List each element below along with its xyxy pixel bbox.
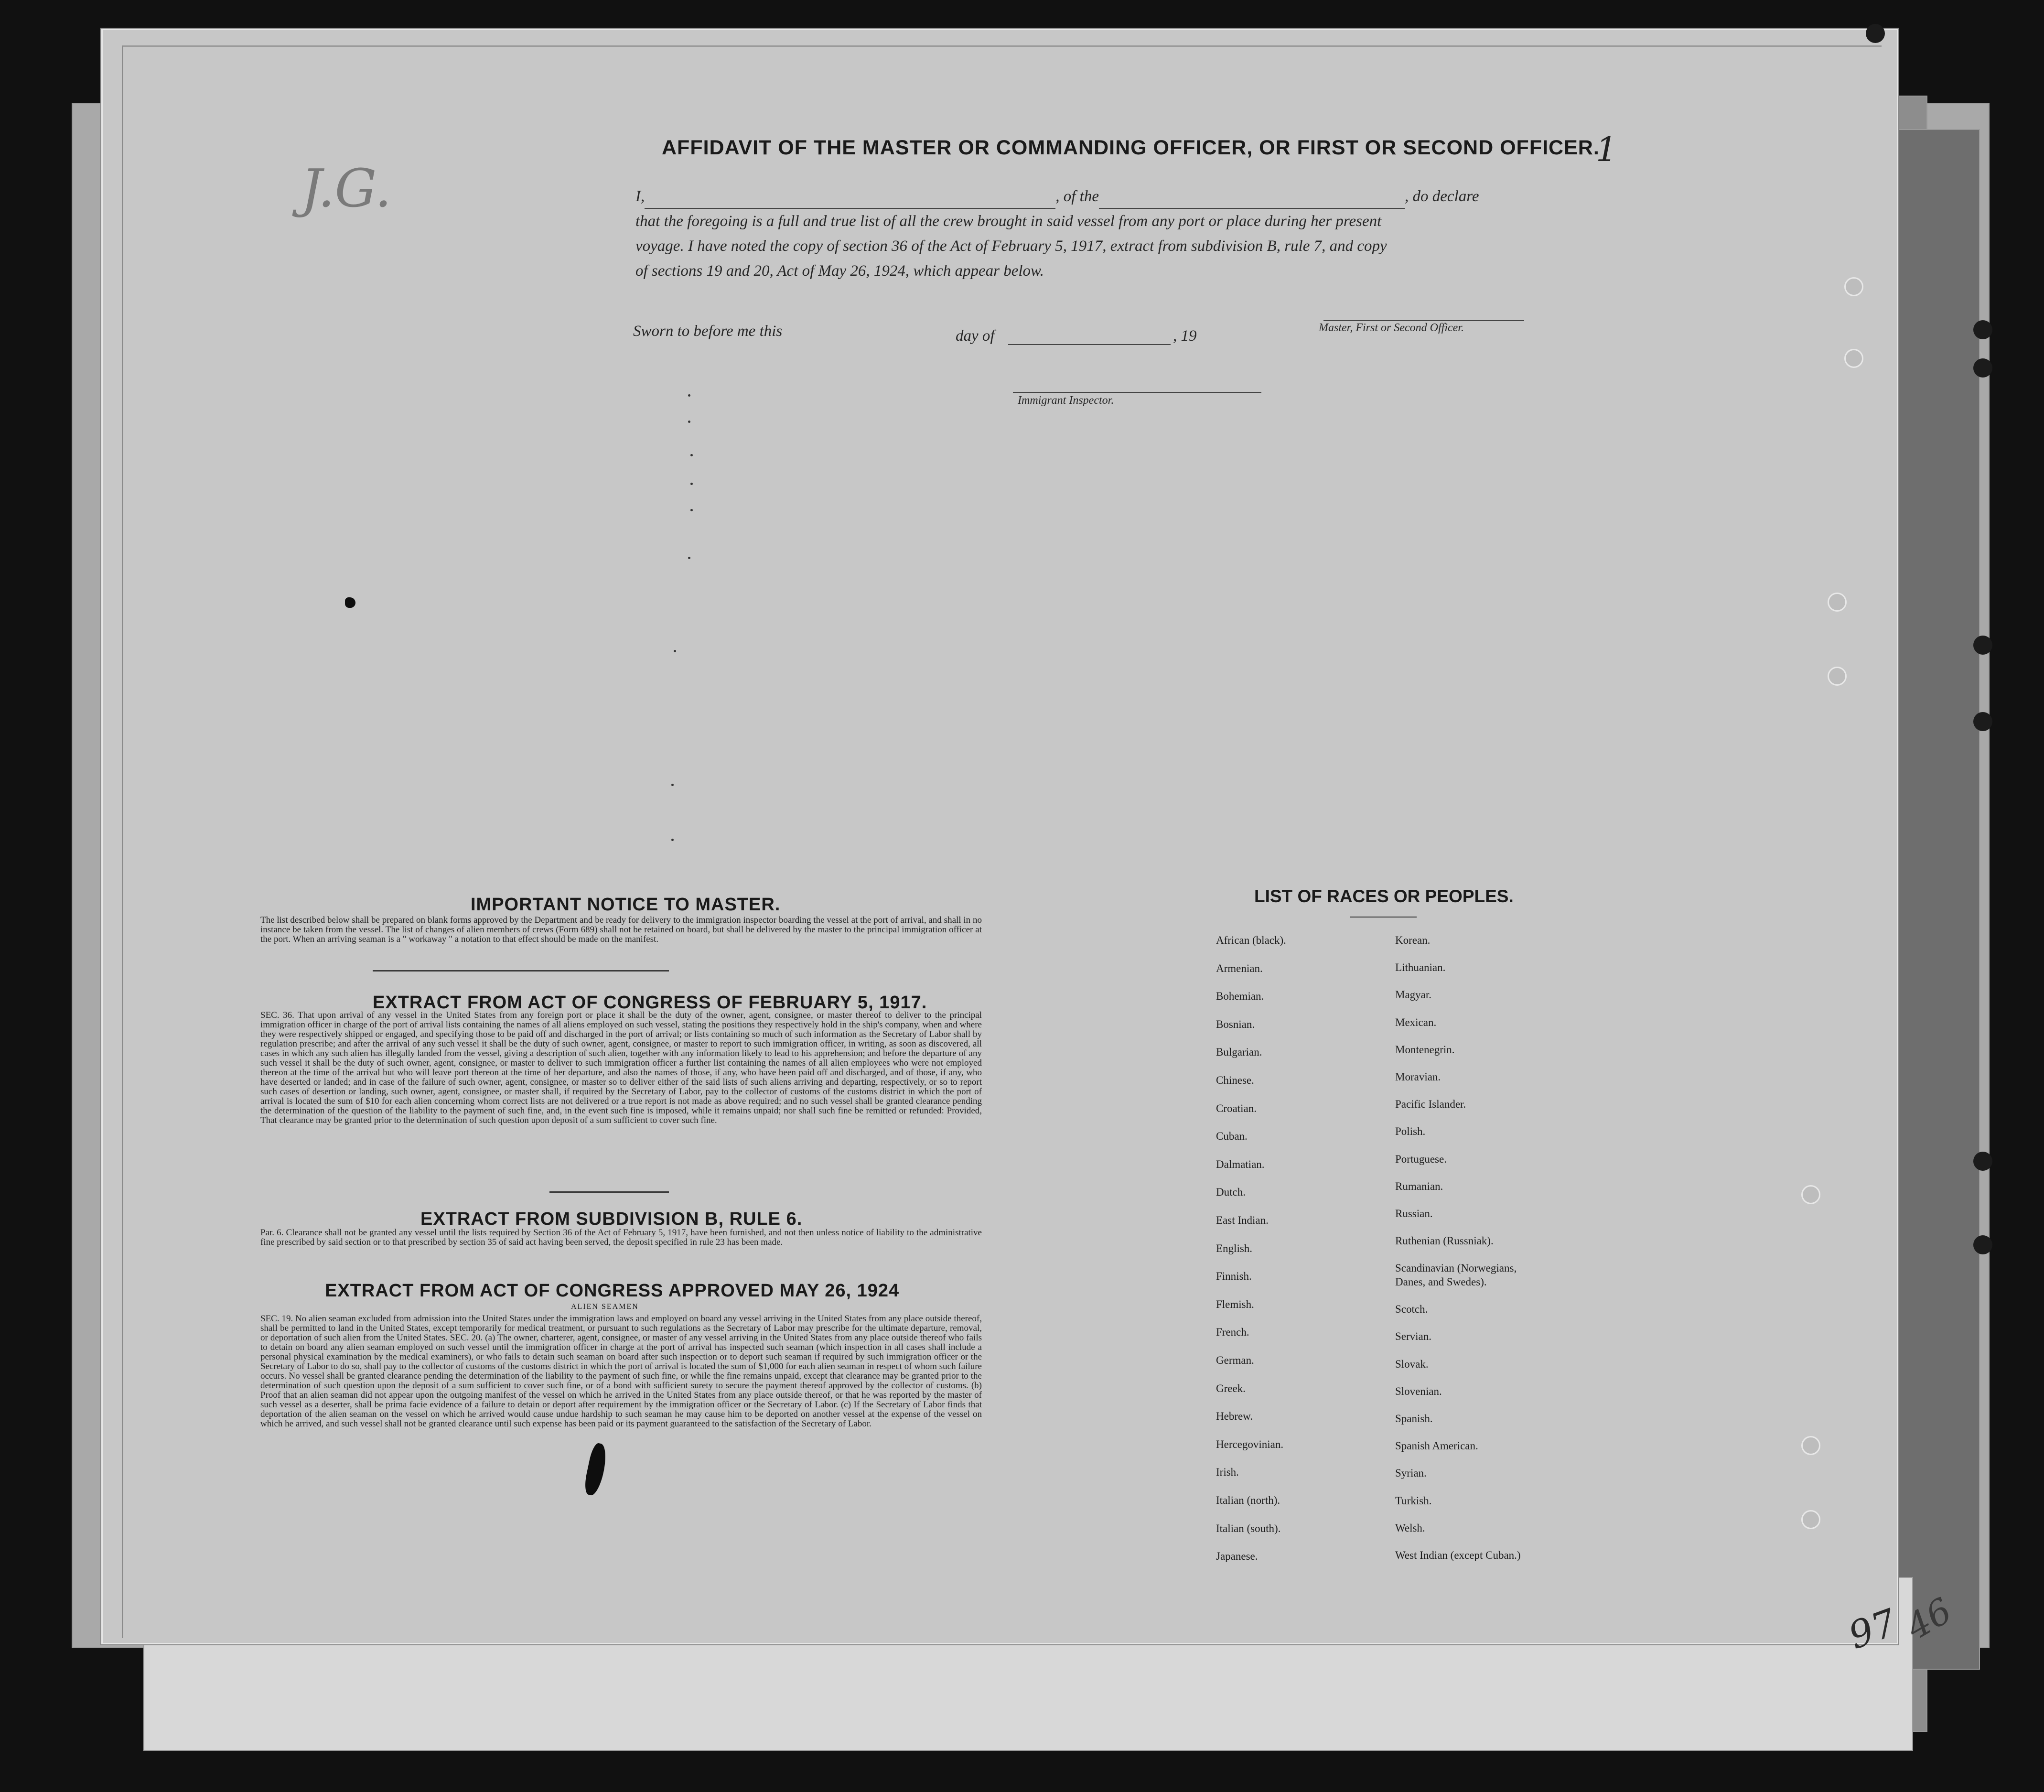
inspector-signature-label: Immigrant Inspector.	[1018, 394, 1114, 407]
master-signature-line	[1323, 306, 1524, 321]
race-item: Korean.	[1395, 934, 1431, 946]
day-of-text: day of	[956, 327, 995, 345]
handwritten-initials: J.G.	[301, 158, 392, 219]
race-item: Portuguese.	[1395, 1153, 1447, 1165]
race-item: English.	[1216, 1242, 1253, 1254]
speck	[688, 421, 690, 423]
handwritten-number: 46	[1899, 1590, 1959, 1648]
do-declare-text: , do declare	[1404, 188, 1479, 205]
punch-hole-icon	[1828, 593, 1847, 612]
notice-title: IMPORTANT NOTICE TO MASTER.	[471, 895, 781, 915]
speck	[690, 509, 693, 511]
race-item: Greek.	[1216, 1382, 1246, 1394]
punch-hole-icon	[1844, 277, 1863, 296]
declaration-line-2: that the foregoing is a full and true list of all the crew brought in said vessel from any port or place during her present	[635, 213, 1382, 230]
race-item: Chinese.	[1216, 1074, 1254, 1086]
sworn-text: Sworn to before me this	[633, 323, 783, 340]
race-item: Rumanian.	[1395, 1180, 1443, 1192]
binder-hole-icon	[1866, 24, 1885, 43]
punch-hole-icon	[1801, 1185, 1820, 1204]
speck	[671, 839, 674, 841]
handwritten-corner-mark: 1	[1596, 130, 1617, 169]
race-item: Japanese.	[1216, 1550, 1258, 1563]
master-signature-label: Master, First or Second Officer.	[1319, 322, 1464, 334]
race-item: Croatian.	[1216, 1102, 1257, 1114]
race-item: Bohemian.	[1216, 990, 1264, 1003]
punch-hole-icon	[1828, 667, 1847, 686]
speck	[690, 483, 693, 485]
race-item: Scotch.	[1395, 1303, 1428, 1316]
notice-body: The list described below shall be prepared on blank forms approved by the Department and be ready for delivery to the immigration inspector boarding the vessel at the port of arrival, and shall in no instance be taken from the vessel. The list of changes of alien members of crews (Form 689) shall not be retained on board, but shall be delivered by the master to the principal immigration officer at the port. When an arriving seaman is a " workaway " a notation to that effect should be made on the manifest.	[260, 915, 982, 944]
race-item: Welsh.	[1395, 1522, 1425, 1534]
binder-hole-icon	[1973, 636, 1992, 655]
affidavit-title: AFFIDAVIT OF THE MASTER OR COMMANDING OFFICER, OR FIRST OR SECOND OFFICER.	[662, 136, 1600, 159]
race-item: Italian (south).	[1216, 1522, 1281, 1534]
declaration-line-3: voyage. I have noted the copy of section 36 of the Act of February 5, 1917, extract from subdivision B, rule 7, and copy	[635, 237, 1387, 255]
race-item: Armenian.	[1216, 962, 1263, 974]
race-item: Syrian.	[1395, 1467, 1427, 1479]
race-item: Russian.	[1395, 1208, 1433, 1220]
declaration-line-1	[635, 184, 1479, 209]
race-item: Servian.	[1395, 1330, 1432, 1343]
race-item: German.	[1216, 1354, 1254, 1366]
race-item: Flemish.	[1216, 1298, 1254, 1310]
race-item: Irish.	[1216, 1466, 1239, 1479]
extract-1924-body: SEC. 19. No alien seaman excluded from admission into the United States under the immigration laws and employed on board any vessel arriving in the United States from any place outside thereof, shall be permitted to land in the United States, except temporarily for medical treatment, or pursuant to such regulations as the Secretary of Labor may prescribe for the ultimate departure, removal, or deportation of such alien from the United States. SEC. 20. (a) The owner, charterer, agent, consignee, or master of any vessel arriving in the United States from any place outside thereof who fails to detain on board any alien seaman employed on such vessel until the immigration officer in charge at the port of arrival has inspected such seaman (which inspection in all cases shall include a personal physical examination by the medical examiners), or who fails to detain such seaman on board after such inspection or to deport such seaman if required by such immigration officer or the Secretary of Labor to do so, shall pay to the collector of customs of the customs district in which the port of arrival is located the sum of $1,000 for each alien seaman in respect of whom such failure occurs. No vessel shall be granted clearance pending the determination of the liability to the payment of such fine, or while the fine remains unpaid, except that clearance may be granted prior to the determination of such question upon the deposit of a sum sufficient to cover such fine, or of a bond with sufficient surety to secure the payment thereof approved by the collector of customs. (b) Proof that an alien seaman did not appear upon the outgoing manifest of the vessel on which he arrived in the United States from any place outside thereof, or that he was reported by the master of such vessel as a deserter, shall be prima facie evidence of a failure to detain or deport after requirement by the immigration officer or the Secretary of Labor. (c) If the Secretary of Labor finds that deportation of the alien seaman on the vessel on which he arrived would cause undue hardship to such seaman he may cause him to be deported on another vessel at the expense of the vessel on which he arrived, and such vessel shall not be granted clearance until such expense has been paid or its payment guaranteed to the satisfaction of the Secretary of Labor.	[260, 1314, 982, 1429]
race-item: Hercegovinian.	[1216, 1438, 1284, 1450]
handwritten-number: 97	[1843, 1601, 1903, 1658]
speck	[688, 394, 690, 397]
speck	[690, 454, 693, 456]
race-item: Dutch.	[1216, 1186, 1246, 1198]
binder-hole-icon	[1973, 320, 1992, 339]
race-item: Cuban.	[1216, 1130, 1248, 1143]
race-item: West Indian (except Cuban.)	[1395, 1549, 1521, 1561]
binder-hole-icon	[1973, 1152, 1992, 1171]
binder-hole-icon	[1973, 358, 1992, 378]
vessel-blank	[1099, 194, 1405, 209]
race-item: Polish.	[1395, 1125, 1426, 1138]
year-text: , 19	[1173, 327, 1197, 345]
race-item: Mexican.	[1395, 1016, 1437, 1028]
binder-hole-icon	[1973, 1235, 1992, 1254]
race-item: Dalmatian.	[1216, 1158, 1265, 1170]
race-item: Scandinavian (Norwegians,	[1395, 1262, 1517, 1274]
ink-blot	[345, 597, 355, 608]
subdivision-title: EXTRACT FROM SUBDIVISION B, RULE 6.	[420, 1209, 803, 1229]
race-item: Spanish.	[1395, 1413, 1433, 1425]
race-item: Hebrew.	[1216, 1410, 1253, 1423]
race-item: Lithuanian.	[1395, 961, 1446, 974]
race-item: Ruthenian (Russniak).	[1395, 1235, 1494, 1247]
declaration-i: I,	[635, 188, 645, 205]
section-divider	[1350, 917, 1417, 918]
month-blank	[1008, 330, 1171, 345]
punch-hole-icon	[1801, 1510, 1820, 1529]
race-item: Bulgarian.	[1216, 1046, 1262, 1058]
race-item: Moravian.	[1395, 1071, 1441, 1083]
speck	[674, 650, 676, 652]
race-item: Italian (north).	[1216, 1494, 1280, 1506]
race-item: East Indian.	[1216, 1214, 1269, 1226]
extract-1924-title: EXTRACT FROM ACT OF CONGRESS APPROVED MAY 26, 1924	[325, 1281, 900, 1301]
races-title: LIST OF RACES OR PEOPLES.	[1254, 886, 1514, 906]
extract-1917-title: EXTRACT FROM ACT OF CONGRESS OF FEBRUARY 5, 1917.	[373, 993, 927, 1013]
race-item: French.	[1216, 1326, 1249, 1339]
race-item: Pacific Islander.	[1395, 1098, 1466, 1111]
speck	[688, 557, 690, 559]
race-item: African (black).	[1216, 934, 1286, 946]
punch-hole-icon	[1801, 1436, 1820, 1455]
race-item: Slovak.	[1395, 1358, 1429, 1370]
binder-hole-icon	[1973, 712, 1992, 731]
speck	[671, 784, 674, 786]
race-item: Spanish American.	[1395, 1440, 1478, 1452]
declaration-text	[635, 184, 1479, 283]
declaration-line-4: of sections 19 and 20, Act of May 26, 1924, which appear below.	[635, 262, 1044, 280]
of-the-text: , of the	[1055, 188, 1099, 205]
name-blank	[645, 194, 1055, 209]
race-item: Bosnian.	[1216, 1018, 1255, 1030]
race-item: Montenegrin.	[1395, 1043, 1455, 1056]
extract-1924-subtitle: ALIEN SEAMEN	[571, 1303, 639, 1311]
race-item: Magyar.	[1395, 989, 1432, 1001]
race-item: Finnish.	[1216, 1270, 1252, 1283]
race-item: Danes, and Swedes).	[1395, 1276, 1487, 1288]
punch-hole-icon	[1844, 349, 1863, 368]
subdivision-body: Par. 6. Clearance shall not be granted any vessel until the lists required by Section 36 of the Act of February 5, 1917, have been furnished, and not then unless notice of liability to the administrative fine prescribed by said section or to that prescribed by section 35 of said act having been served, the deposit specified in rule 23 has been made.	[260, 1228, 982, 1247]
extract-1917-body: SEC. 36. That upon arrival of any vessel in the United States from any foreign port or place it shall be the duty of the owner, agent, consignee, or master thereof to deliver to the principal immigration officer in charge of the port of arrival lists containing the names of all aliens employed on such vessel, stating the positions they respectively hold in the ship's company, when and where they were respectively shipped or engaged, and specifying those to be paid off and discharged in the port of arrival; or lists containing so much of such information as the Secretary of Labor shall by regulation prescribe; and after the arrival of any such vessel it shall be the duty of such owner, agent, consignee, or master to report to such immigration officer, in writing, as soon as discovered, all cases in which any such alien has illegally landed from the vessel, giving a description of such alien, together with any information likely to lead to his apprehension; and before the departure of any such vessel it shall be the duty of such owner, agent, consignee, or master to deliver to such immigration officer a further list containing the names of all alien employees who were not employed thereon at the time of the arrival but who will leave port thereon at the time of her departure, and also the names of those, if any, who have been paid off and discharged, and of those, if any, who have deserted or landed; and in case of the failure of such owner, agent, consignee, or master so to deliver either of the said lists of such aliens arriving and departing, respectively, or so to report such cases of desertion or landing, such owner, agent, consignee, or master shall, if required by the Secretary of Labor, pay to the collector of customs of the customs district in which the port of arrival is located the sum of $10 for each alien concerning whom correct lists are not delivered or a true report is not made as above required; and no such vessel shall be granted clearance pending the determination of the question of the liability to the payment of such fine, and, in the event such fine is imposed, while it remains unpaid; nor shall such fine be remitted or refunded: Provided, That clearance may be granted prior to the determination of such question upon deposit of a sum sufficient to cover such fine.	[260, 1010, 982, 1125]
section-divider	[549, 1191, 669, 1193]
race-item: Turkish.	[1395, 1494, 1432, 1507]
race-item: Slovenian.	[1395, 1385, 1442, 1397]
inspector-signature-line	[1013, 378, 1261, 393]
section-divider	[373, 970, 669, 972]
